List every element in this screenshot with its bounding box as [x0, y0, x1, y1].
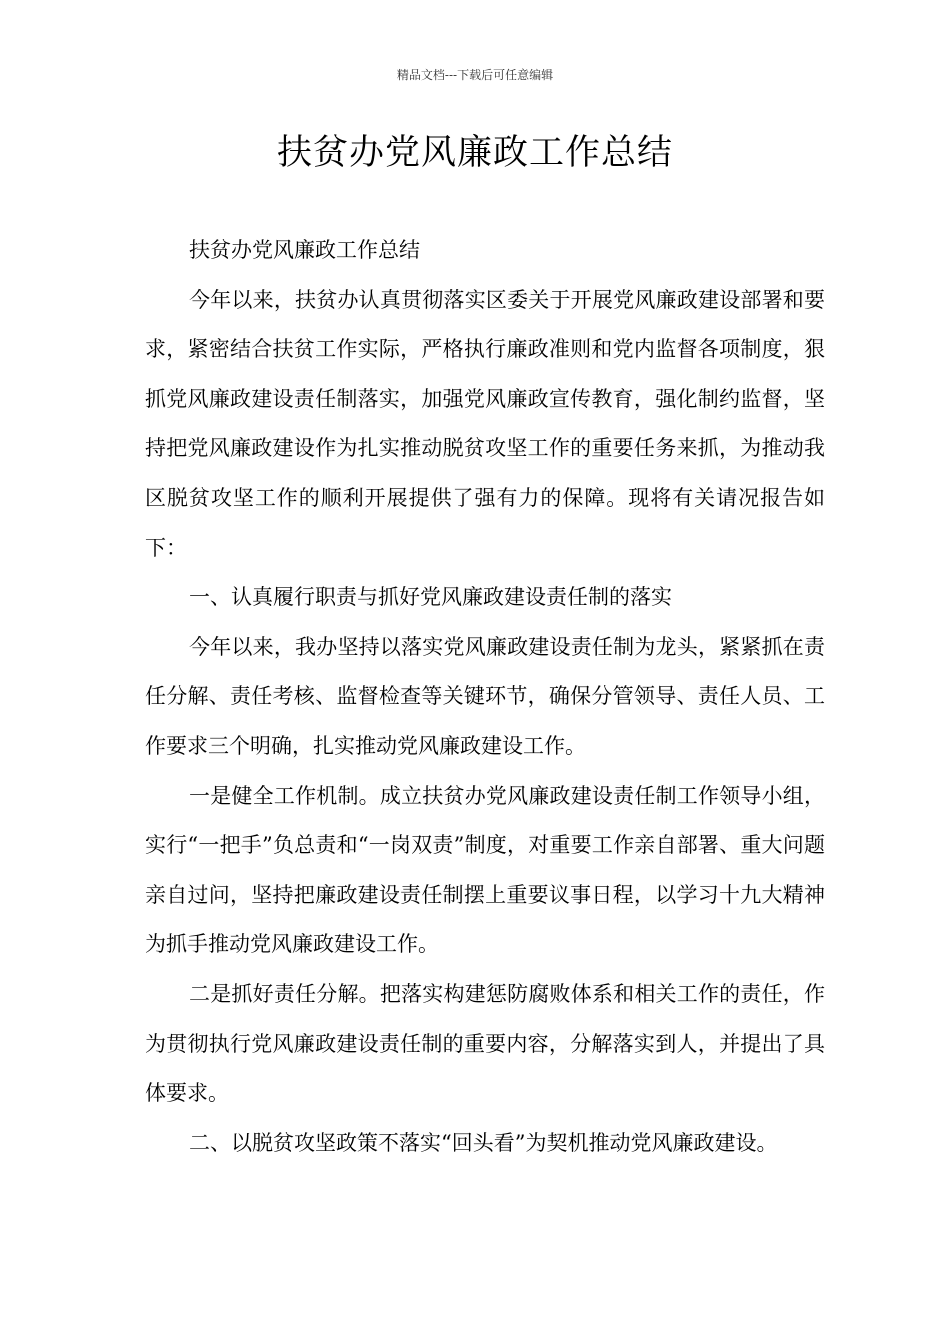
- document-body: [145, 226, 825, 1168]
- paragraph-responsibility: 二是抓好责任分解。把落实构建惩防腐败体系和相关工作的责任，作为贯彻执行党风廉政建设责任制的重要内容，分解落实到人，并提出了具体要求。: [145, 981, 825, 1106]
- paragraph-subtitle: 扶贫办党风廉政工作总结: [189, 238, 420, 262]
- paragraph-intro: 今年以来，扶贫办认真贯彻落实区委关于开展党风廉政建设部署和要求，紧密结合扶贫工作实际，严格执行廉政准则和党内监督各项制度，狠抓党风廉政建设责任制落实，加强党风廉政宣传教育，强化制约监督，坚持把党风廉政建设作为扎实推动脱贫攻坚工作的重要任务来抓，为推动我区脱贫攻坚工作的顺利开展提供了强有力的保障。现将有关请况报告如下：: [145, 287, 825, 560]
- header-note: 精品文档---下载后可任意编辑: [396, 68, 554, 82]
- document-title: 扶贫办党风廉政工作总结: [276, 133, 673, 173]
- section-heading-2: 二、以脱贫攻坚政策不落实“回头看”为契机推动党风廉政建设。: [189, 1130, 778, 1155]
- paragraph-section-1: 今年以来，我办坚持以落实党风廉政建设责任制为龙头，紧紧抓在责任分解、责任考核、监督检查等关键环节，确保分管领导、责任人员、工作要求三个明确，扎实推动党风廉政建设工作。: [145, 634, 825, 758]
- paragraph-mechanism: 一是健全工作机制。成立扶贫办党风廉政建设责任制工作领导小组，实行“一把手”负总责和“一岗双责”制度，对重要工作亲自部署、重大问题亲自过问，坚持把廉政建设责任制摆上重要议事日程，以学习十九大精神为抓手推动党风廉政建设工作。: [145, 783, 825, 957]
- section-heading-1: 一、认真履行职责与抓好党风廉政建设责任制的落实: [189, 585, 672, 610]
